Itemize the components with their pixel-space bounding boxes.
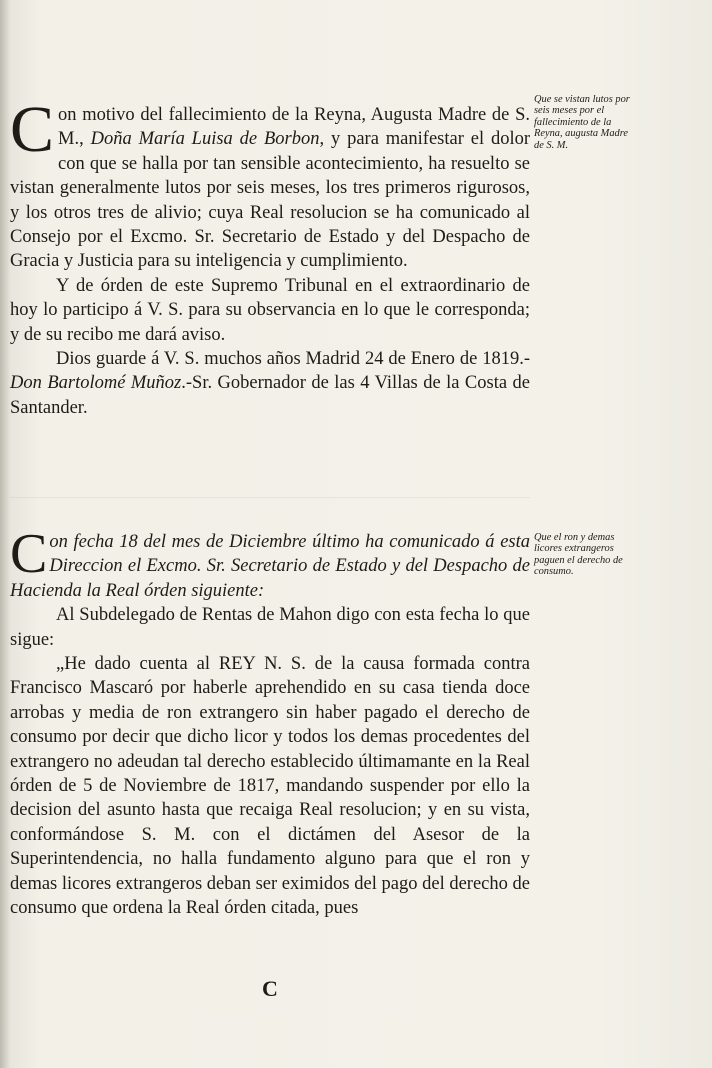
body-text: Dios guarde á V. S. muchos años Madrid 24 de Enero de 1819.- (56, 349, 530, 370)
drop-cap: C (10, 523, 48, 585)
margin-note-rum-duty: Que el ron y demas licores extrangeros paguen el derecho de consumo. (534, 532, 623, 578)
queen-name: Doña María Luisa de Borbon (90, 129, 320, 150)
drop-cap: C (10, 93, 55, 166)
body-text: .-Sr. Gobernador de las 4 Villas de la Costa de Santander. (10, 373, 530, 418)
paragraph-closing (10, 347, 530, 420)
margin-note-mourning: Que se vistan lutos por seis meses por el fallecimiento de la Reyna, augusta Madre de S. M. (534, 94, 630, 151)
paragraph: Al Subdelegado de Rentas de Mahon digo con esta fecha lo que sigue: (10, 605, 530, 650)
paragraph-quoted-order: „He dado cuenta al REY N. S. de la causa formada contra Francisco Mascaró por haberle aprehendido en su casa tienda doce arrobas y media de ron extrangero sin haber pagado el derecho de consumo por decir que dicho licor y todos los demas procedentes del extrangero no adeudan tal derecho establecido últimamante en la Real órden de 5 de Noviembre de 1817, mandando suspender por ello la decision del asunto hasta que recaiga Real resolucion; y en su vista, conformándose S. M. con el dictámen del Asesor de la Superintendencia, no halla fundamento alguno para que el ron y demas licores extrangeros deban ser eximidos del pago del derecho de consumo que ordena la Real órden citada, pues (10, 654, 530, 919)
paragraph (10, 523, 530, 603)
body-text-italic: on fecha 18 del mes de Diciembre último ha comunicado á esta Direccion el Excmo. Sr. Secretario de Estado y del Despacho de Hacienda la Real órden siguiente: (10, 532, 530, 601)
signatory-name: Don Bartolomé Muñoz (10, 373, 182, 394)
body-text: on motivo del fallecimiento de la Reyna, Augusta Madre de S. M., (58, 105, 530, 150)
section-rum-duty-order (10, 523, 530, 921)
section-divider (10, 497, 530, 498)
printer-signature-mark: C (262, 976, 278, 1001)
body-text: , y para manifestar el dolor con que se halla por tan sensible acontecimiento, ha resuelto se vistan generalmente lutos por seis meses, los tres primeros rigurosos, y los otros tres de alivio; cuya Real resolucion se ha comunicado al Consejo por el Excmo. Sr. Secretario de Estado y del Despacho de Gracia y Justicia para su inteligencia y cumplimiento. (10, 129, 530, 272)
binding-edge (0, 0, 10, 1068)
paragraph (10, 93, 530, 274)
paragraph: Y de órden de este Supremo Tribunal en el extraordinario de hoy lo participo á V. S. para su observancia en lo que le corresponda; y de su recibo me dará aviso. (10, 275, 530, 345)
section-mourning-order (10, 93, 530, 420)
